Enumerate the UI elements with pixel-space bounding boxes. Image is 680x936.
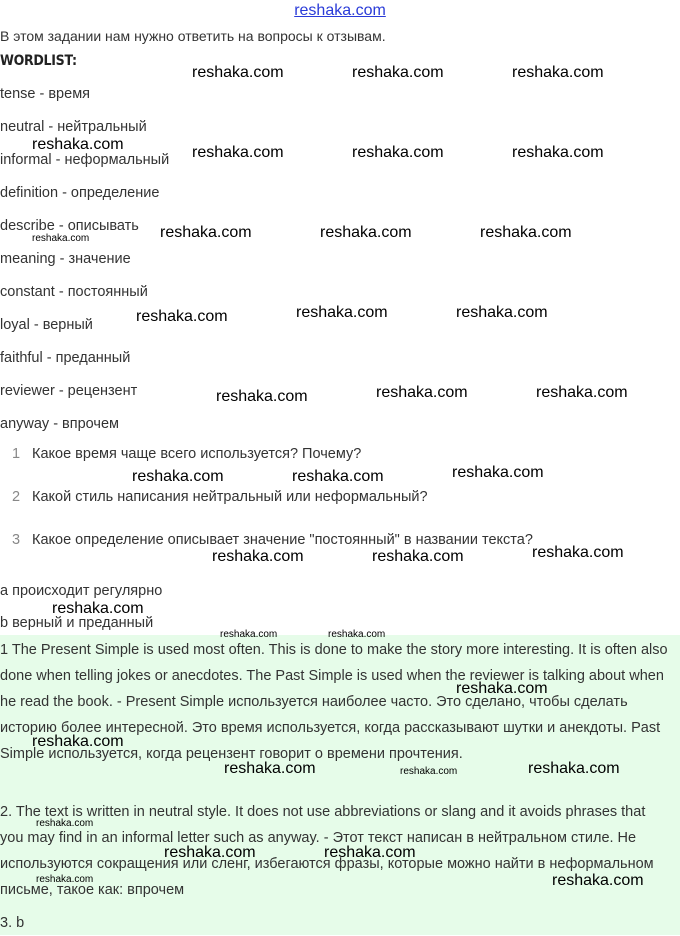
watermark: reshaka.com	[320, 224, 412, 241]
watermark: reshaka.com	[212, 548, 304, 565]
watermark: reshaka.com	[292, 468, 384, 485]
watermark: reshaka.com	[136, 308, 228, 325]
watermark: reshaka.com	[456, 680, 548, 697]
wordlist-item: loyal - верный	[0, 317, 93, 333]
watermark: reshaka.com	[552, 872, 644, 889]
watermark: reshaka.com	[224, 760, 316, 777]
answer-paragraph: 2. The text is written in neutral style. It does not use abbreviations or slang and it avoids phrases that you may find in an informal letter such as anyway. - Этот текст написан в нейтральном стиле. Не используются сокращения или сленг, избегаются фразы, которые можно найти в неформальном письме, такое как: впрочем	[0, 804, 654, 898]
question-text: Какой стиль написания нейтральный или неформальный?	[32, 489, 428, 505]
answer-paragraph: 1 The Present Simple is used most often. This is done to make the story more interesting. It is often also done when telling jokes or anecdotes. The Past Simple is used when the reviewer is talking about when he read the book. - Present Simple используется наиболее часто. Это сделано, чтобы сделать историю более интересной. Это время используется, когда рассказывают шутки и анекдоты. Past Simple используется, когда рецензент говорит о времени прочтения.	[0, 642, 668, 762]
watermark: reshaka.com	[32, 733, 124, 750]
wordlist-item: definition - определение	[0, 185, 160, 201]
question-number: 1	[12, 446, 21, 462]
watermark: reshaka.com	[352, 144, 444, 161]
watermark: reshaka.com	[36, 818, 94, 829]
watermark: reshaka.com	[512, 64, 604, 81]
wordlist-item: reviewer - рецензент	[0, 383, 138, 399]
watermark: reshaka.com	[536, 384, 628, 401]
watermark: reshaka.com	[352, 64, 444, 81]
watermark: reshaka.com	[328, 629, 386, 640]
watermark: reshaka.com	[164, 844, 256, 861]
intro-text: В этом задании нам нужно ответить на вопросы к отзывам.	[0, 28, 386, 44]
answer-paragraph: 3. b	[0, 915, 25, 931]
watermark: reshaka.com	[296, 304, 388, 321]
wordlist-item: neutral - нейтральный	[0, 119, 147, 135]
wordlist-item: anyway - впрочем	[0, 416, 120, 432]
watermark: reshaka.com	[324, 844, 416, 861]
watermark: reshaka.com	[452, 464, 544, 481]
answers-block	[0, 635, 680, 935]
watermark: reshaka.com	[160, 224, 252, 241]
watermark: reshaka.com	[532, 544, 624, 561]
watermark: reshaka.com	[528, 760, 620, 777]
wordlist-item: describe - описывать	[0, 218, 139, 234]
question-text: Какое время чаще всего используется? Почему?	[32, 446, 362, 462]
watermark: reshaka.com	[456, 304, 548, 321]
watermark: reshaka.com	[220, 629, 278, 640]
watermark: reshaka.com	[192, 144, 284, 161]
wordlist-item: meaning - значение	[0, 251, 131, 267]
watermark: reshaka.com	[512, 144, 604, 161]
watermark: reshaka.com	[376, 384, 468, 401]
question-number: 2	[12, 489, 21, 505]
wordlist-item: constant - постоянный	[0, 284, 148, 300]
site-header-link[interactable]: reshaka.com	[294, 2, 386, 19]
question-number: 3	[12, 532, 21, 548]
watermark: reshaka.com	[372, 548, 464, 565]
answer-option: b верный и преданный	[0, 615, 154, 631]
watermark: reshaka.com	[400, 766, 458, 777]
wordlist-item: faithful - преданный	[0, 350, 131, 366]
watermark: reshaka.com	[192, 64, 284, 81]
watermark: reshaka.com	[32, 136, 124, 153]
watermark: reshaka.com	[480, 224, 572, 241]
answer-option: a происходит регулярно	[0, 583, 163, 599]
wordlist-heading: WORDLIST:	[0, 53, 77, 69]
watermark: reshaka.com	[52, 600, 144, 617]
watermark: reshaka.com	[32, 233, 90, 244]
watermark: reshaka.com	[36, 874, 94, 885]
wordlist-item: informal - неформальный	[0, 152, 170, 168]
watermark: reshaka.com	[132, 468, 224, 485]
wordlist-item: tense - время	[0, 86, 91, 102]
watermark: reshaka.com	[216, 388, 308, 405]
question-text: Какое определение описывает значение "постоянный" в названии текста?	[32, 532, 533, 548]
